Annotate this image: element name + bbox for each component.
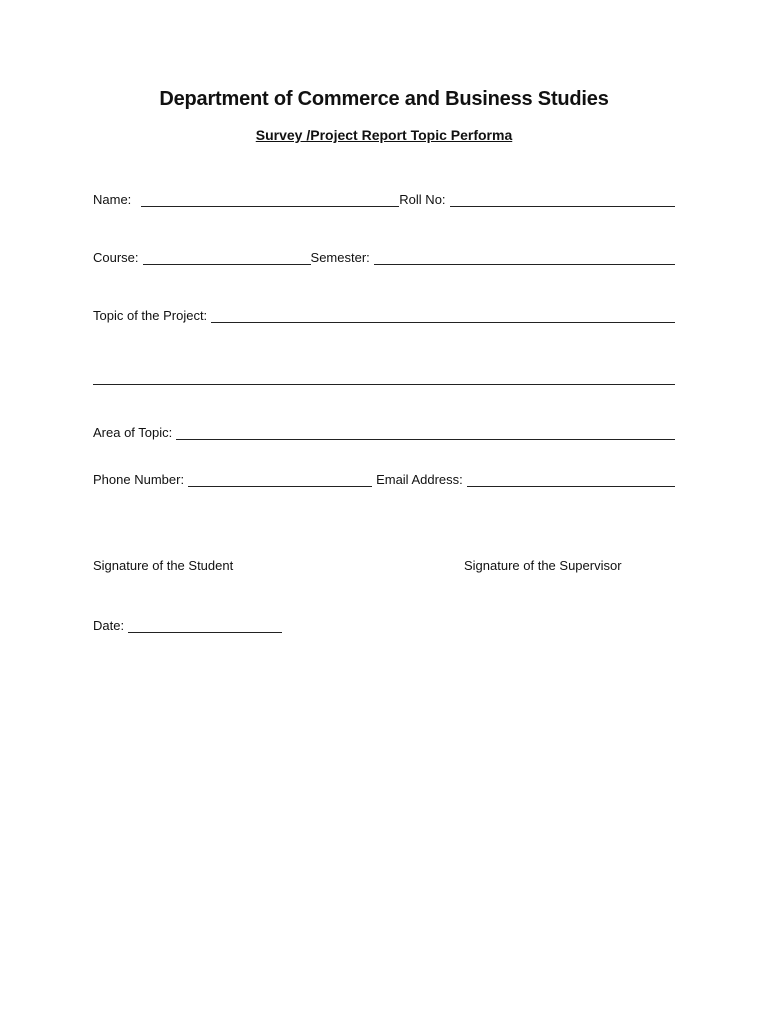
page-title: Department of Commerce and Business Studies <box>159 88 609 110</box>
topic-continuation-row <box>93 366 675 386</box>
date-label: Date: <box>93 618 125 633</box>
topic-row <box>93 304 675 324</box>
area-of-topic-field[interactable] <box>176 425 675 440</box>
email-label: Email Address: <box>376 472 463 487</box>
course-label: Course: <box>93 250 139 265</box>
semester-field[interactable] <box>374 250 675 265</box>
roll-no-field[interactable] <box>450 192 675 207</box>
topic-continuation-field[interactable] <box>93 370 675 385</box>
topic-field[interactable] <box>211 308 675 323</box>
name-label: Name: <box>93 192 132 207</box>
semester-label: Semester: <box>310 250 370 265</box>
roll-no-label: Roll No: <box>399 192 446 207</box>
phone-email-row <box>93 468 675 488</box>
form-subtitle: Survey /Project Report Topic Performa <box>255 127 513 143</box>
topic-label: Topic of the Project: <box>93 308 208 323</box>
phone-field[interactable] <box>188 472 372 487</box>
date-field[interactable] <box>128 618 282 633</box>
date-row <box>93 614 293 634</box>
name-roll-row <box>93 188 675 208</box>
name-field[interactable] <box>141 192 399 207</box>
student-signature-label: Signature of the Student <box>93 558 234 573</box>
area-of-topic-label: Area of Topic: <box>93 425 173 440</box>
course-semester-row <box>93 246 675 266</box>
phone-label: Phone Number: <box>93 472 185 487</box>
course-field[interactable] <box>143 250 311 265</box>
supervisor-signature-label: Signature of the Supervisor <box>464 558 622 573</box>
area-row <box>93 421 675 441</box>
email-field[interactable] <box>467 472 675 487</box>
